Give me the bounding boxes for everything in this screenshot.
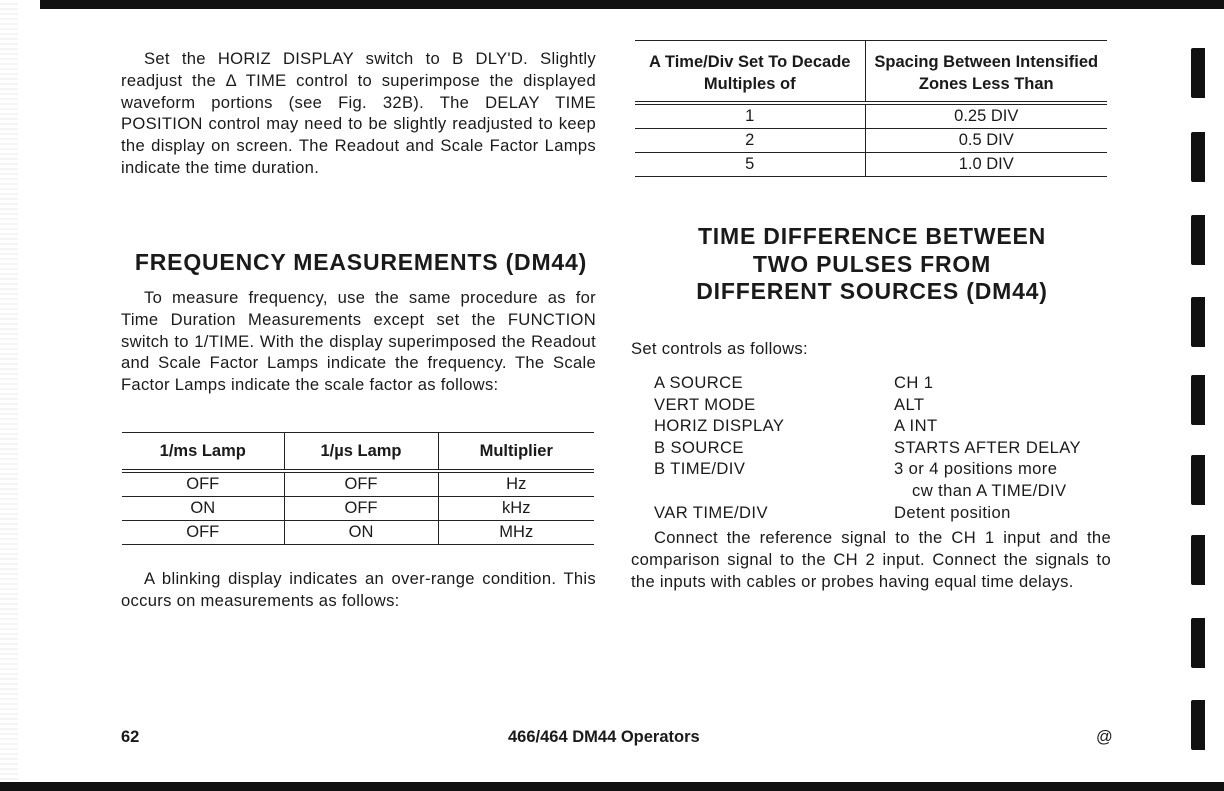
table-cell: OFF xyxy=(284,497,438,521)
setting-control: VERT MODE xyxy=(654,394,756,414)
table-cell: 1 xyxy=(635,103,865,129)
setting-value: Detent position xyxy=(894,502,1011,522)
table-cell: OFF xyxy=(284,471,438,497)
controls-intro: Set controls as follows: xyxy=(631,339,808,358)
table-row xyxy=(635,129,1107,153)
header-line: Spacing Between Intensified xyxy=(874,53,1099,71)
table-row xyxy=(635,103,1107,129)
header-line: A Time/Div Set To Decade xyxy=(649,53,851,71)
table-cell: ON xyxy=(122,497,284,521)
setting-value-line: cw than A TIME/DIV xyxy=(912,480,1067,500)
table-cell: Hz xyxy=(438,471,594,497)
table-row xyxy=(122,497,594,521)
manual-title: 466/464 DM44 Operators xyxy=(508,728,700,746)
heading-line: DIFFERENT SOURCES (DM44) xyxy=(696,278,1048,304)
setting-control: A SOURCE xyxy=(654,373,743,392)
table-cell: 5 xyxy=(635,153,865,177)
edge-mark xyxy=(1191,297,1205,347)
setting-row xyxy=(654,458,1114,501)
overrange-paragraph: A blinking display indicates an over-range condition. This occurs on measurements as follows: xyxy=(121,569,596,610)
edge-mark xyxy=(1191,132,1205,182)
table-cell: MHz xyxy=(438,521,594,545)
time-difference-heading xyxy=(612,223,1132,306)
edge-mark xyxy=(1191,48,1205,98)
table-cell: ON xyxy=(284,521,438,545)
header-line: Zones Less Than xyxy=(918,75,1054,93)
table-cell: 0.5 DIV xyxy=(865,129,1107,153)
header-line: Multiples of xyxy=(703,75,796,93)
publisher-symbol: @ xyxy=(1096,728,1113,746)
bottom-border-bar xyxy=(0,782,1224,791)
frequency-heading: FREQUENCY MEASUREMENTS (DM44) xyxy=(134,249,588,275)
edge-mark xyxy=(1191,618,1205,668)
setting-value xyxy=(894,458,1114,501)
table-cell: 1.0 DIV xyxy=(865,153,1107,177)
column-header xyxy=(635,41,865,104)
setting-row xyxy=(654,437,1114,459)
table-cell: OFF xyxy=(122,521,284,545)
intro-paragraph: Set the HORIZ DISPLAY switch to B DLY'D. Slightly readjust the Δ TIME control to superimpose the displayed waveform portions (see Fig. 32B). The DELAY TIME POSITION control may need to be slightly readjusted to keep the display on screen. The Readout and Scale Factor Lamps indicate the time duration. xyxy=(121,49,596,177)
heading-line: TIME DIFFERENCE BETWEEN xyxy=(697,223,1047,249)
decade-spacing-table xyxy=(635,40,1107,177)
setting-row xyxy=(654,502,1114,524)
edge-mark xyxy=(1191,375,1205,425)
setting-row xyxy=(654,415,1114,437)
setting-value: ALT xyxy=(894,394,925,414)
table-cell: 2 xyxy=(635,129,865,153)
setting-row xyxy=(654,394,1114,416)
setting-control: VAR TIME/DIV xyxy=(654,502,768,522)
control-settings-list xyxy=(654,372,1114,523)
table-cell: kHz xyxy=(438,497,594,521)
table-row xyxy=(122,471,594,497)
setting-control: HORIZ DISPLAY xyxy=(654,416,785,436)
column-header: Multiplier xyxy=(438,433,594,472)
setting-control: B TIME/DIV xyxy=(654,459,746,479)
setting-value: CH 1 xyxy=(894,373,934,392)
setting-row xyxy=(654,372,1114,394)
connect-paragraph: Connect the reference signal to the CH 1 input and the comparison signal to the CH 2 input. Connect the signals to the inputs with cables or probes having equal time delays. xyxy=(631,528,1111,591)
edge-mark xyxy=(1191,535,1205,585)
heading-line: TWO PULSES FROM xyxy=(752,250,992,277)
edge-mark xyxy=(1191,700,1205,750)
setting-value: STARTS AFTER DELAY xyxy=(894,437,1082,457)
scan-margin-texture xyxy=(0,0,18,791)
table-row xyxy=(635,153,1107,177)
setting-value-line: 3 or 4 positions more xyxy=(894,459,1058,479)
top-border-bar xyxy=(40,0,1224,9)
setting-value: A INT xyxy=(894,416,938,436)
edge-mark xyxy=(1191,215,1205,265)
table-row xyxy=(122,521,594,545)
table-header-row xyxy=(635,41,1107,104)
page-number: 62 xyxy=(121,728,140,746)
setting-control: B SOURCE xyxy=(654,437,744,457)
table-header-row xyxy=(122,433,594,472)
edge-mark xyxy=(1191,455,1205,505)
lamp-multiplier-table xyxy=(122,432,594,545)
column-header: 1/µs Lamp xyxy=(284,433,438,472)
table-cell: 0.25 DIV xyxy=(865,103,1107,129)
table-cell: OFF xyxy=(122,471,284,497)
column-header: 1/ms Lamp xyxy=(122,433,284,472)
frequency-paragraph: To measure frequency, use the same procedure as for Time Duration Measurements except set the FUNCTION switch to 1/TIME. With the display superimposed the Readout and Scale Factor Lamps indicate the frequency. The Scale Factor Lamps indicate the scale factor as follows: xyxy=(121,288,596,395)
column-header xyxy=(865,41,1107,104)
